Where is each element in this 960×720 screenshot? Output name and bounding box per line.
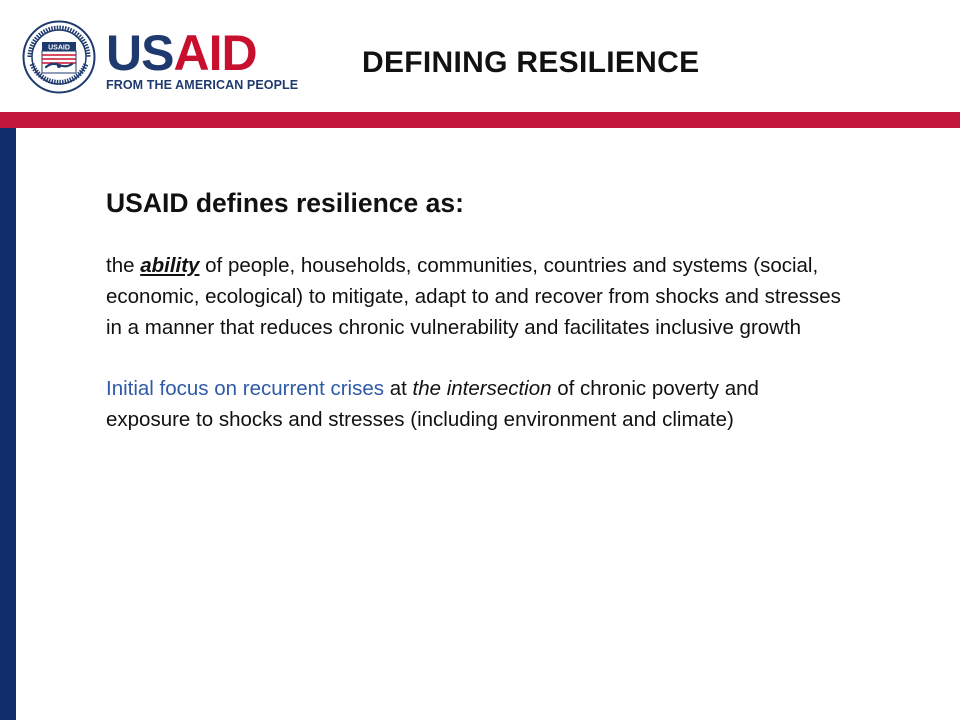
- seal-badge-text: USAID: [48, 44, 70, 52]
- definition-paragraph: the ability of people, households, communities, countries and systems (social, economic, ecological) to mitigate, adapt to and recover from shocks and stresses in a manner that reduces chronic vulnerability and facilitates inclusive growth: [106, 254, 841, 339]
- focus-paragraph: Initial focus on recurrent crises at the intersection of chronic poverty and exposure to shocks and stresses (including environment and climate): [106, 377, 759, 431]
- usaid-seal-logo: [22, 20, 96, 94]
- emphasis-ability: ability: [140, 254, 200, 277]
- slide-body: [106, 186, 846, 435]
- left-accent-bar: [0, 128, 16, 720]
- header-divider-band: [0, 112, 960, 128]
- definition-heading: USAID defines resilience as:: [106, 188, 464, 218]
- focus-highlight: Initial focus on recurrent crises: [106, 377, 385, 400]
- slide-header: [0, 0, 960, 112]
- focus-italic: the intersection: [412, 377, 552, 400]
- slide-title: DEFINING RESILIENCE: [362, 46, 700, 79]
- usaid-wordmark: [106, 25, 299, 92]
- logo-tagline: FROM THE AMERICAN PEOPLE: [106, 78, 299, 92]
- usaid-logotype: USAID: [106, 25, 257, 81]
